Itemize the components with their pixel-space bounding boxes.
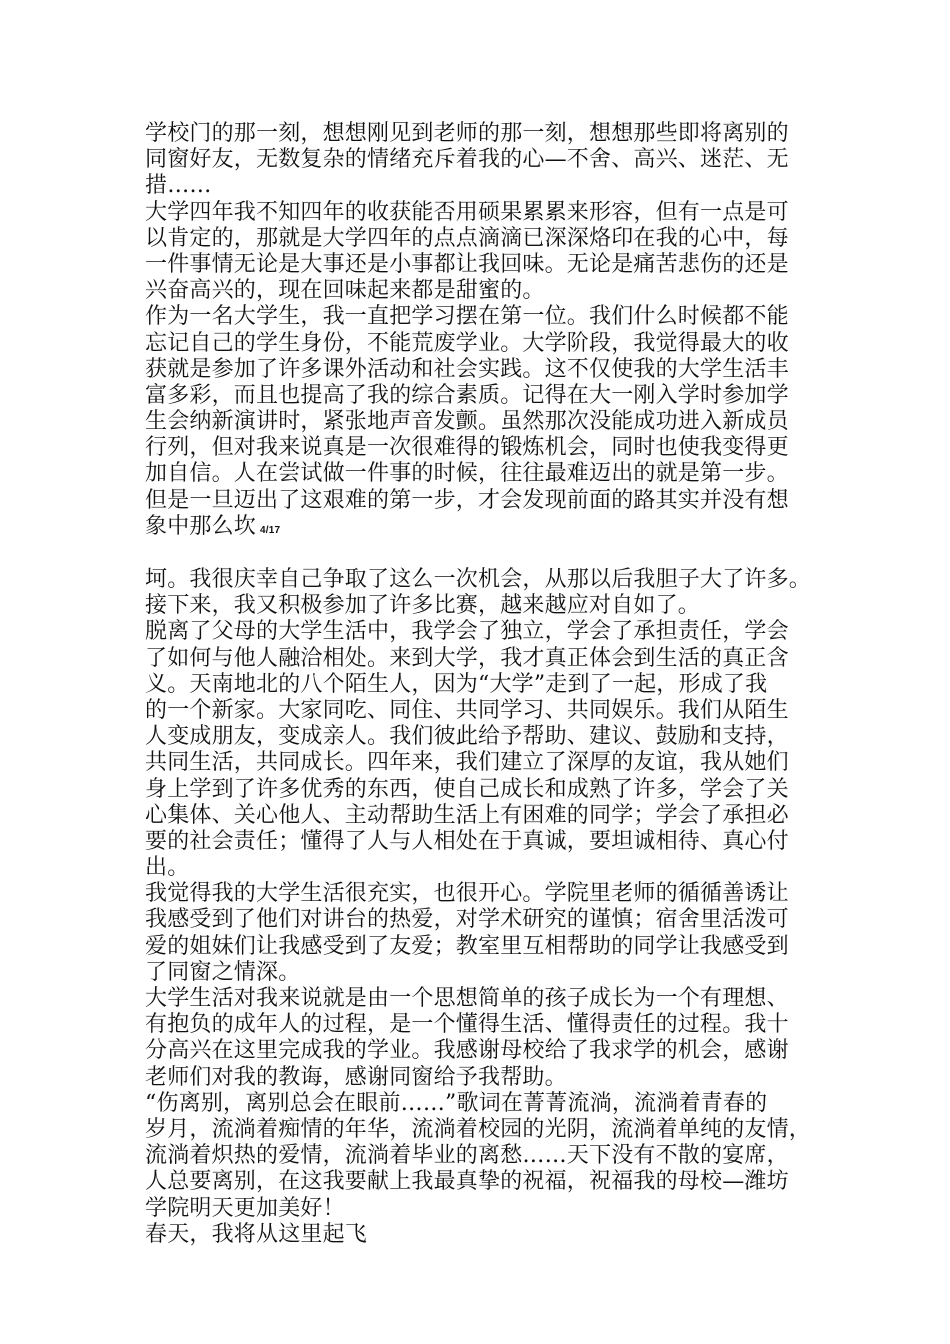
text-line: 的一个新家。大家同吃、同住、共同学习、共同娱乐。我们从陌生 bbox=[145, 697, 789, 723]
text-line: 春天，我将从这里起飞 bbox=[145, 1221, 368, 1247]
text-line: 忘记自己的学生身份，不能荒废学业。大学阶段，我觉得最大的收 bbox=[145, 330, 789, 356]
text-line: 岁月，流淌着痴情的年华，流淌着校园的光阴，流淌着单纯的友情， bbox=[145, 1116, 812, 1142]
page-4-text-block bbox=[145, 121, 815, 540]
text-line: 以肯定的，那就是大学四年的点点滴滴已深深烙印在我的心中，每 bbox=[145, 225, 789, 251]
text-line: 富多彩，而且也提高了我的综合素质。记得在大一刚入学时参加学 bbox=[145, 382, 789, 408]
text-line: 出。 bbox=[145, 855, 190, 881]
text-line: 有抱负的成年人的过程，是一个懂得生活、懂得责任的过程。我十 bbox=[145, 1012, 789, 1038]
page-number: 4/17 bbox=[260, 524, 281, 536]
text-line: 爱的姐妹们让我感受到了友爱；教室里互相帮助的同学让我感受到 bbox=[145, 933, 789, 959]
text-line: 分高兴在这里完成我的学业。我感谢母校给了我求学的机会，感谢 bbox=[145, 1038, 789, 1064]
text-line: 我感受到了他们对讲台的热爱，对学术研究的谨慎；宿舍里活泼可 bbox=[145, 907, 789, 933]
page-5-text-block bbox=[145, 567, 815, 1248]
text-line: 作为一名大学生，我一直把学习摆在第一位。我们什么时候都不能 bbox=[145, 304, 789, 330]
text-line: 我觉得我的大学生活很充实，也很开心。学院里老师的循循善诱让 bbox=[145, 881, 789, 907]
text-line-last-content: 象中那么坎 bbox=[145, 513, 257, 539]
text-line: “伤离别，离别总会在眼前……”歌词在菁菁流淌，流淌着青春的 bbox=[145, 1090, 768, 1116]
text-line: 加自信。人在尝试做一件事的时候，往往最难迈出的就是第一步。 bbox=[145, 461, 789, 487]
text-line: 身上学到了许多优秀的东西，使自己成长和成熟了许多，学会了关 bbox=[145, 776, 789, 802]
text-line: 了同窗之情深。 bbox=[145, 959, 301, 985]
text-line: 兴奋高兴的，现在回味起来都是甜蜜的。 bbox=[145, 278, 545, 304]
text-line: 措…… bbox=[145, 173, 212, 199]
text-line: 流淌着炽热的爱情，流淌着毕业的离愁……天下没有不散的宴席， bbox=[145, 1143, 789, 1169]
text-line: 学院明天更加美好！ bbox=[145, 1195, 345, 1221]
text-line: 大学生活对我来说就是由一个思想简单的孩子成长为一个有理想、 bbox=[145, 986, 789, 1011]
text-line: 但是一旦迈出了这艰难的第一步，才会发现前面的路其实并没有想 bbox=[145, 487, 789, 513]
text-line: 要的社会责任；懂得了人与人相处在于真诚，要坦诚相待、真心付 bbox=[145, 828, 789, 854]
text-line: 获就是参加了许多课外活动和社会实践。这不仅使我的大学生活丰 bbox=[145, 356, 789, 382]
text-line: 大学四年我不知四年的收获能否用硕果累累来形容，但有一点是可 bbox=[145, 199, 789, 225]
text-line: 老师们对我的教诲，感谢同窗给予我帮助。 bbox=[145, 1064, 567, 1090]
text-line-last bbox=[145, 514, 815, 540]
text-line: 坷。我很庆幸自己争取了这么一次机会，从那以后我胆子大了许多。 bbox=[145, 567, 812, 592]
text-line: 了如何与他人融洽相处。来到大学，我才真正体会到生活的真正含 bbox=[145, 645, 789, 671]
text-line: 义。天南地北的八个陌生人，因为“大学”走到了一起，形成了我 bbox=[145, 671, 768, 697]
text-line: 行列，但对我来说真是一次很难得的锻炼机会，同时也使我变得更 bbox=[145, 435, 789, 461]
text-line: 脱离了父母的大学生活中，我学会了独立，学会了承担责任，学会 bbox=[145, 619, 789, 645]
text-line: 生会纳新演讲时，紧张地声音发颤。虽然那次没能成功进入新成员 bbox=[145, 409, 789, 435]
text-line: 心集体、关心他人、主动帮助生活上有困难的同学；学会了承担必 bbox=[145, 802, 789, 828]
text-line: 接下来，我又积极参加了许多比赛，越来越应对自如了。 bbox=[145, 593, 701, 619]
text-line: 共同生活，共同成长。四年来，我们建立了深厚的友谊，我从她们 bbox=[145, 750, 789, 776]
text-line: 学校门的那一刻，想想刚见到老师的那一刻，想想那些即将离别的 bbox=[145, 121, 789, 146]
text-line: 一件事情无论是大事还是小事都让我回味。无论是痛苦悲伤的还是 bbox=[145, 251, 789, 277]
text-line: 人变成朋友，变成亲人。我们彼此给予帮助、建议、鼓励和支持， bbox=[145, 724, 789, 750]
text-line: 人总要离别，在这我要献上我最真挚的祝福，祝福我的母校—潍坊 bbox=[145, 1169, 789, 1195]
text-line: 同窗好友，无数复杂的情绪充斥着我的心—不舍、高兴、迷茫、无 bbox=[145, 147, 789, 173]
